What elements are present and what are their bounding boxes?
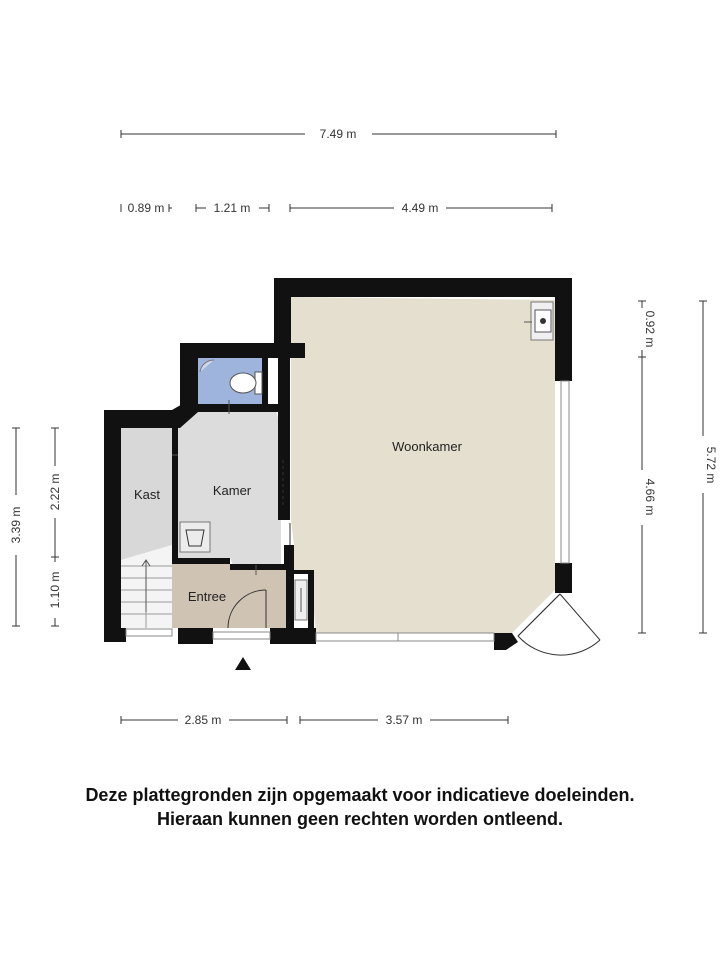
room-label-entree: Entree	[187, 589, 227, 604]
dim-left-upper: 2.22 m	[48, 473, 62, 511]
dim-segment-2: 1.21 m	[213, 201, 251, 215]
dim-total-width: 7.49 m	[319, 127, 357, 141]
disclaimer-line-1: Deze plattegronden zijn opgemaakt voor indicatieve doeleinden.	[85, 785, 635, 805]
dim-left-total: 3.39 m	[9, 506, 23, 544]
dim-right-middle: 4.66 m	[643, 478, 657, 516]
woonkamer-floor	[291, 297, 555, 633]
room-label-woonkamer: Woonkamer	[392, 439, 462, 454]
room-label-kast: Kast	[133, 487, 161, 502]
dim-segment-1: 0.89 m	[127, 201, 165, 215]
dim-segment-3: 4.49 m	[401, 201, 439, 215]
disclaimer	[0, 783, 720, 831]
boiler-icon	[180, 522, 210, 552]
disclaimer-line-2: Hieraan kunnen geen rechten worden ontleend.	[156, 809, 564, 829]
dim-right-total: 5.72 m	[704, 446, 718, 484]
entrance-arrow-icon	[235, 657, 251, 670]
dim-bottom-left: 2.85 m	[184, 713, 222, 727]
meter-cupboard-icon	[295, 580, 307, 620]
dim-left-lower: 1.10 m	[48, 571, 62, 609]
dim-right-upper: 0.92 m	[643, 310, 657, 348]
sink-icon	[531, 302, 553, 340]
room-label-kamer: Kamer	[212, 483, 252, 498]
dim-bottom-right: 3.57 m	[385, 713, 423, 727]
